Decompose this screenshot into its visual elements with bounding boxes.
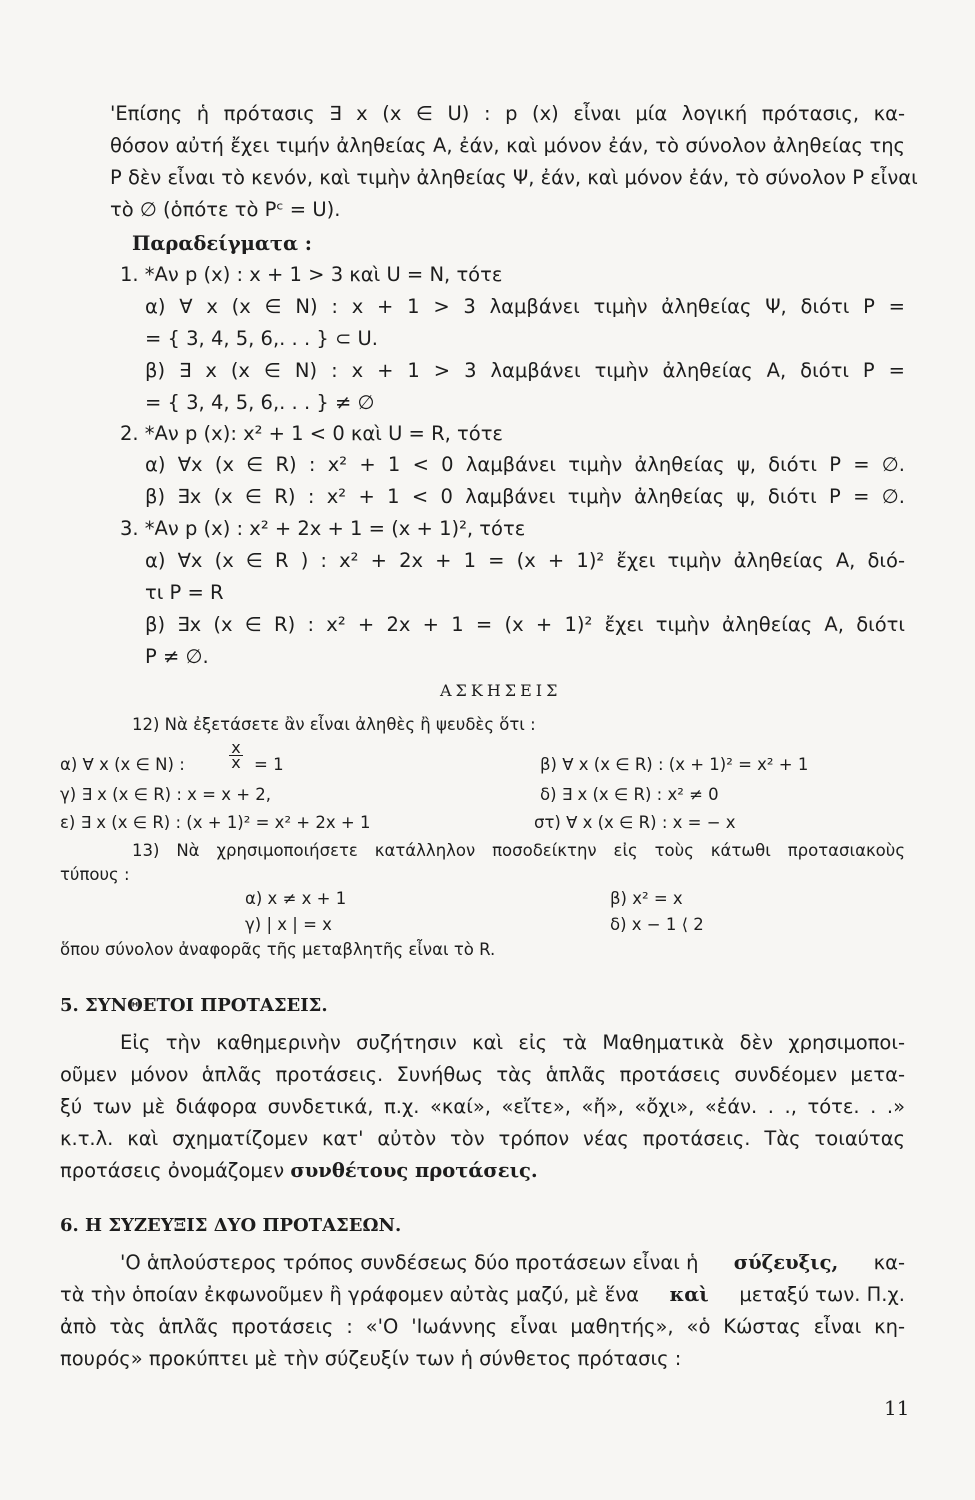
example-1: 1. *Αν p (x) : x + 1 > 3 καὶ U = N, τότε	[120, 263, 503, 286]
section-6-line-2c: μεταξύ των. Π.χ.	[739, 1283, 905, 1306]
section-6-line-2	[60, 1282, 905, 1308]
exercise-13-line-2: τύπους :	[60, 865, 130, 884]
intro-line-4: τὸ ∅ (ὁπότε τὸ Pᶜ = U).	[110, 198, 341, 221]
example-2a: α) ∀x (x ∈ R) : x² + 1 < 0 λαμβάνει τιμὴν ἀληθείας ψ, διότι P = ∅.	[145, 453, 905, 476]
intro-line-2: θόσον αὐτή ἔχει τιμήν ἀληθείας Α, ἐάν, καὶ μόνον ἐάν, τὸ σύνολον ἀληθείας της	[110, 134, 905, 157]
section-6-line-1a: 'Ο ἁπλούστερος τρόπος συνδέσεως δύο προτάσεων εἶναι ἡ	[120, 1251, 699, 1274]
section-5-title: 5. ΣΥΝΘΕΤΟΙ ΠΡΟΤΑΣΕΙΣ.	[60, 995, 328, 1016]
example-1b: β) ∃ x (x ∈ N) : x + 1 > 3 λαμβάνει τιμὴν ἀληθείας Α, διότι P =	[145, 359, 905, 382]
fraction-numerator: x	[231, 738, 241, 757]
example-2: 2. *Αν p (x): x² + 1 < 0 καὶ U = R, τότε	[120, 422, 503, 445]
exercise-12-prompt: 12) Νὰ ἐξετάσετε ἂν εἶναι ἀληθὲς ἢ ψευδὲς ὅτι :	[132, 715, 536, 734]
exercise-12-a-rhs: = 1	[254, 755, 284, 774]
page-number: 11	[884, 1396, 910, 1420]
exercise-12-a-prefix: α) ∀ x (x ∈ N) :	[60, 755, 185, 774]
exercise-12-e: ε) ∃ x (x ∈ R) : (x + 1)² = x² + 2x + 1	[60, 813, 371, 832]
section-6-line-3: ἀπὸ τὰς ἁπλᾶς προτάσεις : «'Ο 'Ιωάννης εἶναι μαθητής», «ὁ Κώστας εἶναι κη-	[60, 1315, 905, 1338]
example-3b: β) ∃x (x ∈ R) : x² + 2x + 1 = (x + 1)² ἔχει τιμὴν ἀληθείας Α, διότι	[145, 613, 905, 636]
section-6-line-2a: τὰ τὴν ὁποίαν ἐκφωνοῦμεν ἢ γράφομεν αὐτὰς μαζύ, μὲ ἕνα	[60, 1283, 640, 1306]
example-3: 3. *Αν p (x) : x² + 2x + 1 = (x + 1)², τότε	[120, 517, 526, 540]
example-3a: α) ∀x (x ∈ R ) : x² + 2x + 1 = (x + 1)² ἔχει τιμὴν ἀληθείας Α, διό-	[145, 549, 905, 572]
exercise-13-c: γ) | x | = x	[245, 915, 332, 934]
examples-heading: Παραδείγματα :	[132, 232, 312, 255]
exercise-13-line-1: 13) Νὰ χρησιμοποιήσετε κατάλληλον ποσοδείκτην εἰς τοὺς κάτωθι προτασιακοὺς	[132, 841, 905, 860]
section-6-term-syzeuxis: σύζευξις,	[733, 1251, 839, 1274]
section-5-line-4: κ.τ.λ. καὶ σχηματίζομεν κατ' αὐτὸν τὸν τρόπον νέας προτάσεις. Τὰς τοιαύτας	[60, 1127, 905, 1150]
section-5-term: συνθέτους προτάσεις.	[290, 1159, 538, 1182]
exercise-12-b: β) ∀ x (x ∈ R) : (x + 1)² = x² + 1	[540, 755, 809, 774]
exercise-13-b: β) x² = x	[610, 889, 683, 908]
intro-line-3: P δὲν εἶναι τὸ κενόν, καὶ τιμὴν ἀληθείας Ψ, ἐάν, καὶ μόνον ἐάν, τὸ σύνολον P εἶναι	[110, 166, 918, 189]
example-3b-cont: P ≠ ∅.	[145, 645, 209, 668]
example-1b-cont: = { 3, 4, 5, 6,. . . } ≠ ∅	[145, 391, 375, 414]
section-6-line-1	[120, 1250, 905, 1276]
exercise-12-d: δ) ∃ x (x ∈ R) : x² ≠ 0	[540, 785, 719, 804]
example-1a: α) ∀ x (x ∈ N) : x + 1 > 3 λαμβάνει τιμὴν ἀληθείας Ψ, διότι P =	[145, 295, 905, 318]
exercise-12-c: γ) ∃ x (x ∈ R) : x = x + 2,	[60, 785, 272, 804]
section-5-line-3: ξύ των μὲ διάφορα συνδετικά, π.χ. «καί», «εἴτε», «ἤ», «ὄχι», «ἐάν. . ., τότε. . .»	[60, 1095, 905, 1118]
section-6-line-4: πουρός» προκύπτει μὲ τὴν σύζευξίν των ἡ σύνθετος πρότασις :	[60, 1347, 682, 1370]
fraction-denominator: x	[231, 753, 241, 772]
example-3a-cont: τι P = R	[145, 581, 224, 604]
section-5-line-5	[60, 1158, 905, 1184]
section-6-title: 6. Η ΣΥΖΕΥΞΙΣ ΔΥΟ ΠΡΟΤΑΣΕΩΝ.	[60, 1215, 402, 1236]
example-2b: β) ∃x (x ∈ R) : x² + 1 < 0 λαμβάνει τιμὴν ἀληθείας ψ, διότι P = ∅.	[145, 485, 905, 508]
section-5-line-2: οῦμεν μόνον ἁπλᾶς προτάσεις. Συνήθως τὰς ἁπλᾶς προτάσεις συνδέομεν μετα-	[60, 1063, 905, 1086]
example-1a-cont: = { 3, 4, 5, 6,. . . } ⊂ U.	[145, 327, 378, 350]
exercise-13-note: ὅπου σύνολον ἀναφορᾶς τῆς μεταβλητῆς εἶναι τὸ R.	[60, 940, 496, 959]
section-5-line-1: Εἰς τὴν καθημερινὴν συζήτησιν καὶ εἰς τὰ Μαθηματικὰ δὲν χρησιμοποι-	[120, 1031, 905, 1054]
exercise-13-d: δ) x − 1 ⟨ 2	[610, 915, 704, 934]
exercise-12-f: στ) ∀ x (x ∈ R) : x = − x	[534, 813, 736, 832]
section-6-term-kai: καὶ	[669, 1283, 709, 1306]
intro-line-1: 'Επίσης ἡ πρότασις ∃ x (x ∈ U) : p (x) εἶναι μία λογική πρότασις, κα-	[110, 102, 905, 125]
exercise-13-a: α) x ≠ x + 1	[245, 889, 347, 908]
section-6-line-1c: κα-	[873, 1251, 905, 1274]
exercise-12-a-fraction	[224, 738, 248, 772]
exercises-title: ΑΣΚΗΣΕΙΣ	[440, 681, 562, 700]
section-5-text: προτάσεις ὀνομάζομεν	[60, 1159, 285, 1182]
